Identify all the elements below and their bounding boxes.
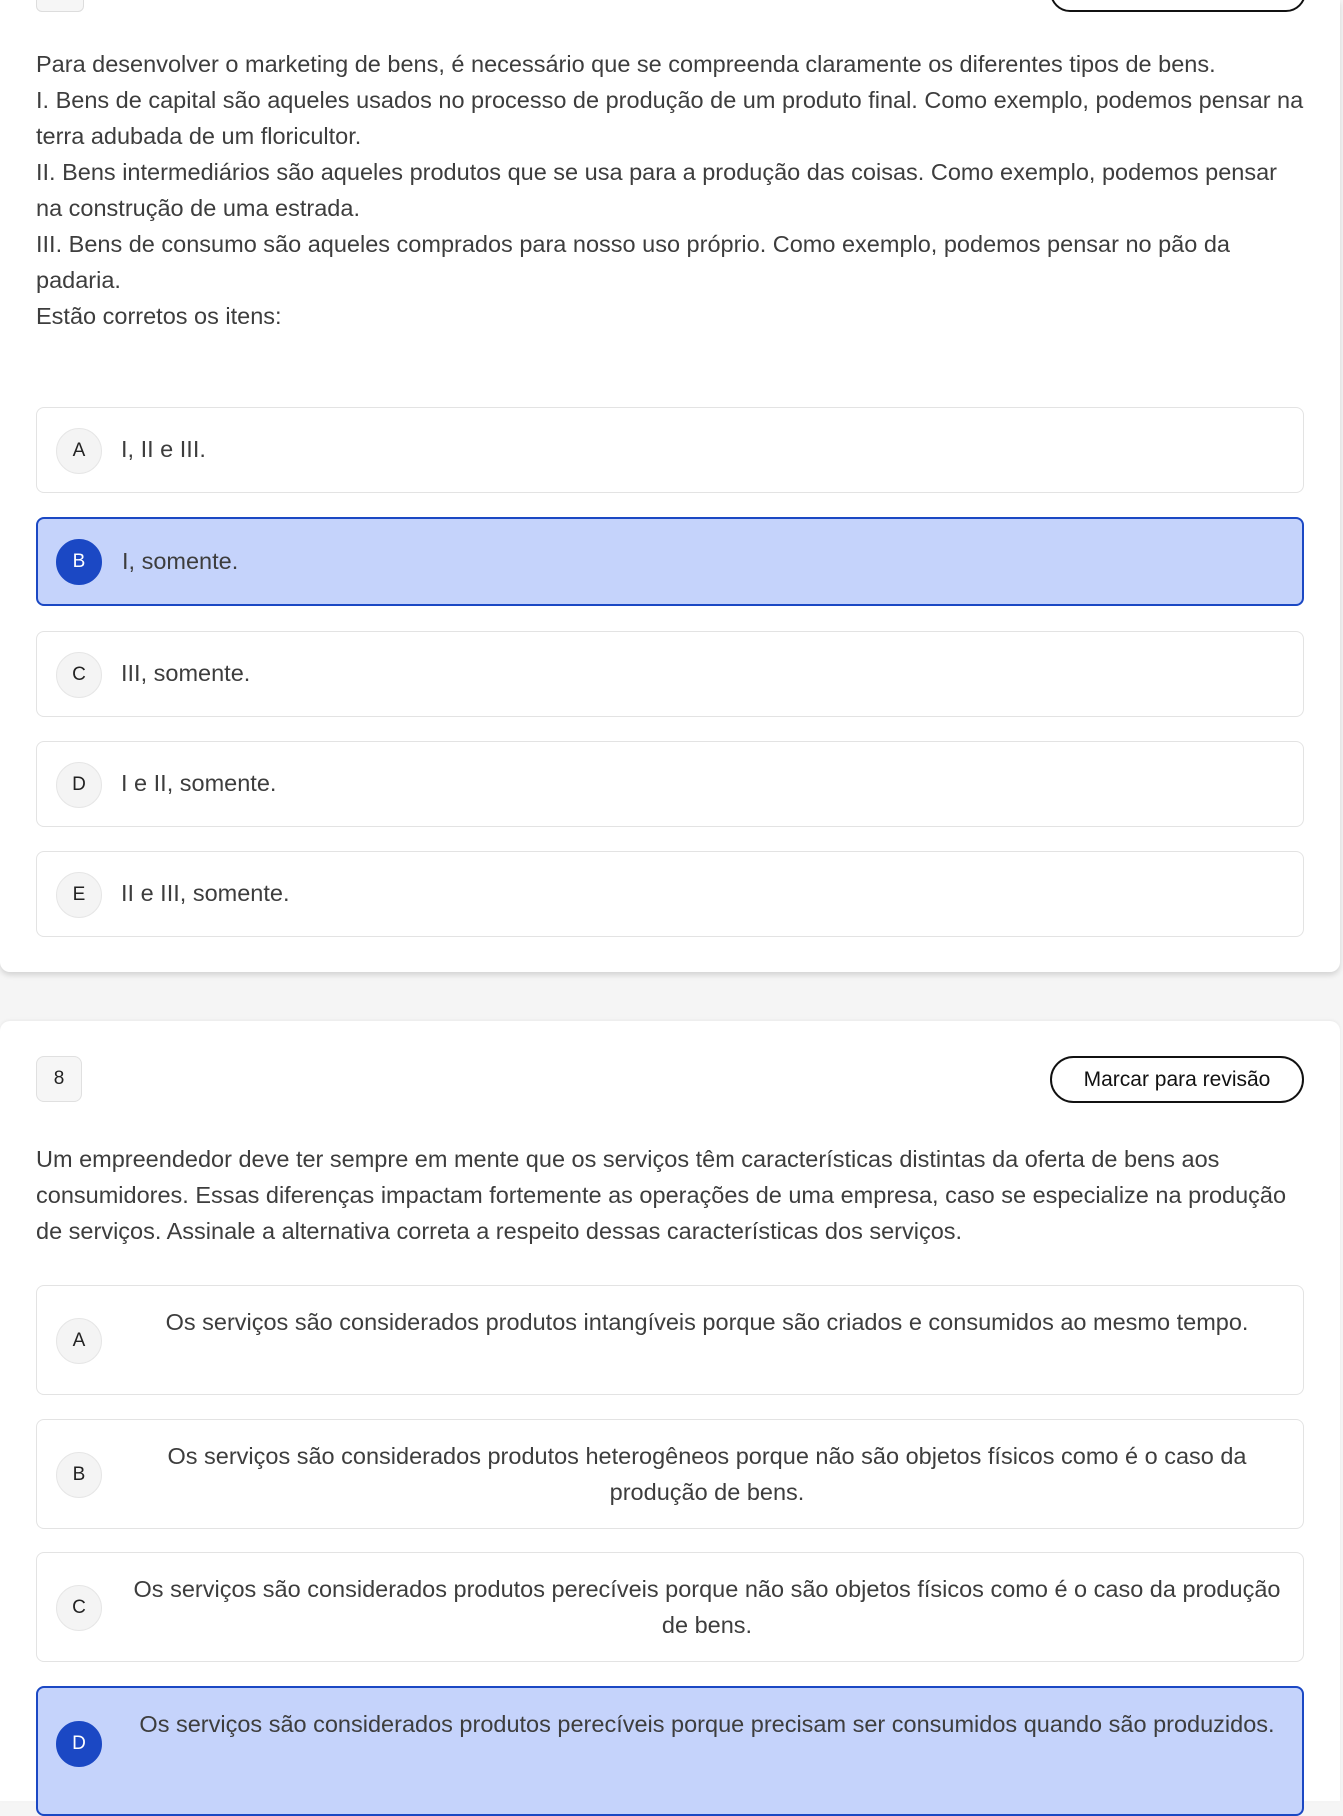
option-text: I e II, somente. (121, 770, 277, 796)
option-a[interactable] (36, 1285, 1304, 1395)
stem-item-2: II. Bens intermediários são aqueles produtos que se usa para a produção das coisas. Como exemplo, podemos pensar na construção de uma estrada. (36, 159, 1278, 221)
option-a[interactable] (36, 407, 1304, 493)
stem-prompt: Estão corretos os itens: (36, 303, 282, 329)
option-letter: C (56, 652, 102, 698)
option-text: III, somente. (121, 660, 251, 686)
mark-for-review-button[interactable] (1050, 0, 1306, 12)
option-d[interactable] (36, 1686, 1304, 1816)
option-d[interactable] (36, 741, 1304, 827)
stem-text: Um empreendedor deve ter sempre em mente que os serviços têm características distintas da oferta de bens aos consumidores. Essas diferenças impactam fortemente as operações de uma empresa, caso se especialize na produção de serviços. Assinale a alternativa correta a respeito dessas características dos serviços. (36, 1146, 1287, 1244)
option-text: I, somente. (122, 548, 239, 574)
option-b[interactable] (36, 1419, 1304, 1529)
option-c[interactable] (36, 1552, 1304, 1662)
option-text: Os serviços são considerados produtos perecíveis porque precisam ser consumidos quando são produzidos. (139, 1711, 1275, 1737)
option-e[interactable] (36, 851, 1304, 937)
option-c[interactable] (36, 631, 1304, 717)
option-text: Os serviços são considerados produtos intangíveis porque são criados e consumidos ao mesmo tempo. (165, 1309, 1249, 1335)
option-letter: C (56, 1585, 102, 1631)
stem-item-1: I. Bens de capital são aqueles usados no processo de produção de um produto final. Como exemplo, podemos pensar na terra adubada de um floricultor. (36, 87, 1304, 149)
option-text: Os serviços são considerados produtos perecíveis porque não são objetos físicos como é o caso da produção de bens. (133, 1576, 1281, 1638)
option-letter: D (56, 762, 102, 808)
question-stem (36, 1141, 1304, 1249)
question-card-8 (0, 1021, 1340, 1801)
option-text: I, II e III. (121, 436, 206, 462)
option-letter: A (56, 1318, 102, 1364)
stem-item-3: III. Bens de consumo são aqueles comprados para nosso uso próprio. Como exemplo, podemos pensar no pão da padaria. (36, 231, 1230, 293)
option-text: Os serviços são considerados produtos heterogêneos porque não são objetos físicos como é o caso da produção de bens. (167, 1443, 1247, 1505)
option-letter: D (56, 1721, 102, 1767)
option-letter: B (56, 539, 102, 585)
option-letter: A (56, 428, 102, 474)
option-letter: B (56, 1452, 102, 1498)
option-letter: E (56, 872, 102, 918)
mark-for-review-button[interactable]: Marcar para revisão (1050, 1056, 1304, 1103)
option-b[interactable] (36, 517, 1304, 606)
question-number-badge: 8 (36, 1056, 82, 1102)
stem-intro: Para desenvolver o marketing de bens, é necessário que se compreenda claramente os diferentes tipos de bens. (36, 51, 1216, 77)
option-text: II e III, somente. (121, 880, 290, 906)
question-number-badge (36, 0, 84, 12)
question-stem (36, 46, 1304, 334)
